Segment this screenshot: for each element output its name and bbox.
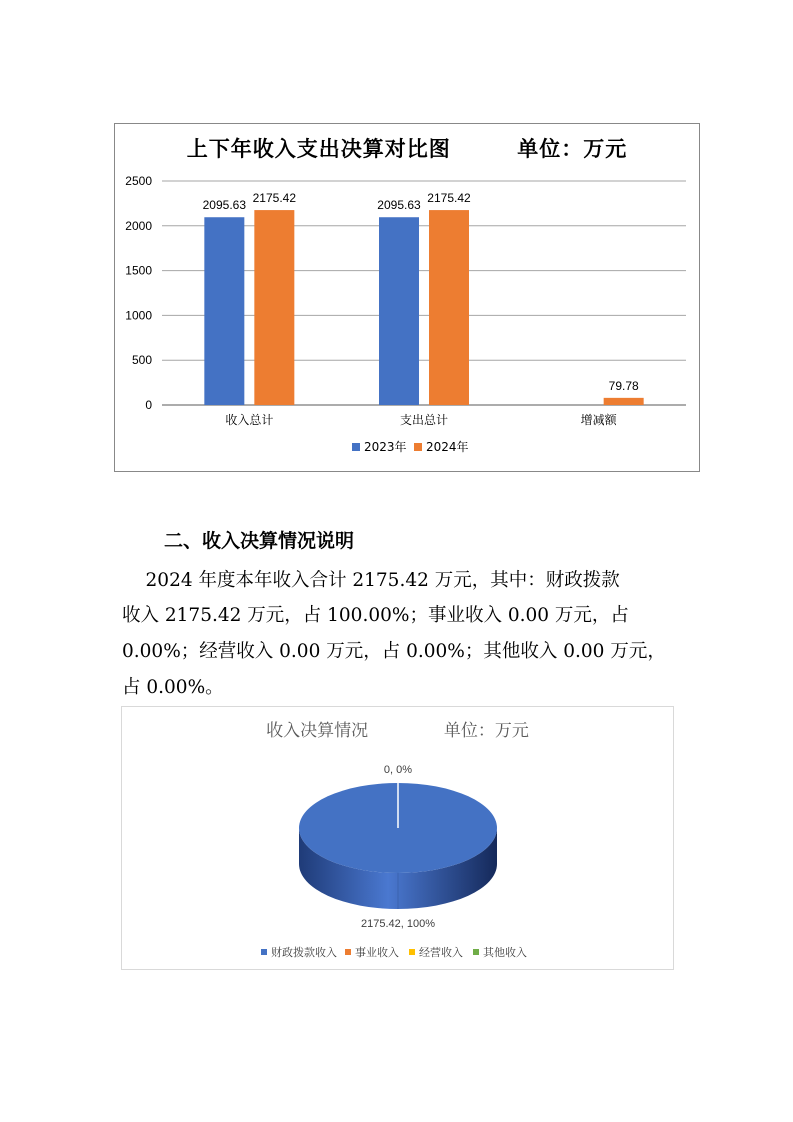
bar <box>429 210 469 405</box>
data-label: 2175.42 <box>427 191 471 206</box>
bar <box>604 398 644 405</box>
pie-chart-title: 收入决算情况 单位：万元 <box>266 721 529 741</box>
legend-swatch <box>345 949 351 955</box>
legend-label: 其他收入 <box>483 946 527 959</box>
paragraph-line: 0.00%；经营收入 0.00 万元，占 0.00%；其他收入 0.00 万元， <box>122 641 666 662</box>
legend-label: 2024年 <box>426 440 469 454</box>
y-tick-label: 1500 <box>125 263 152 278</box>
x-tick-label: 收入总计 <box>225 413 274 427</box>
legend-swatch <box>473 949 479 955</box>
data-label: 2095.63 <box>377 198 421 213</box>
bar <box>254 210 294 405</box>
legend-swatch <box>409 949 415 955</box>
legend-swatch <box>414 443 422 451</box>
pie-data-label: 2175.42, 100% <box>360 918 436 930</box>
section-heading: 二、收入决算情况说明 <box>164 530 355 552</box>
legend-label: 2023年 <box>364 440 407 454</box>
data-label: 2095.63 <box>202 198 247 213</box>
legend-label: 财政拨款收入 <box>271 946 337 959</box>
legend-label: 事业收入 <box>355 946 399 959</box>
data-label: 79.78 <box>608 378 639 393</box>
bar-chart <box>114 123 700 472</box>
legend-swatch <box>261 949 267 955</box>
y-tick-label: 2000 <box>125 218 152 233</box>
bar <box>379 217 419 405</box>
bar-chart-title: 上下年收入支出决算对比图 单位：万元 <box>186 137 628 161</box>
y-tick-label: 0 <box>145 398 152 412</box>
paragraph-line: 2024 年度本年收入合计 2175.42 万元，其中：财政拨款 <box>122 570 620 591</box>
x-tick-label: 增减额 <box>580 413 617 427</box>
y-tick-label: 1000 <box>125 308 152 323</box>
paragraph-line: 占 0.00%。 <box>122 677 224 698</box>
legend-swatch <box>352 443 360 451</box>
legend-label: 经营收入 <box>419 946 463 959</box>
y-tick-label: 500 <box>131 353 152 368</box>
paragraph-line: 收入 2175.42 万元，占 100.00%；事业收入 0.00 万元，占 <box>122 605 629 626</box>
y-tick-label: 2500 <box>125 174 152 188</box>
bar <box>204 217 244 405</box>
pie-data-label: 0, 0% <box>383 764 413 776</box>
data-label: 2175.42 <box>252 191 297 206</box>
x-tick-label: 支出总计 <box>399 413 449 427</box>
pie-chart <box>121 706 674 970</box>
